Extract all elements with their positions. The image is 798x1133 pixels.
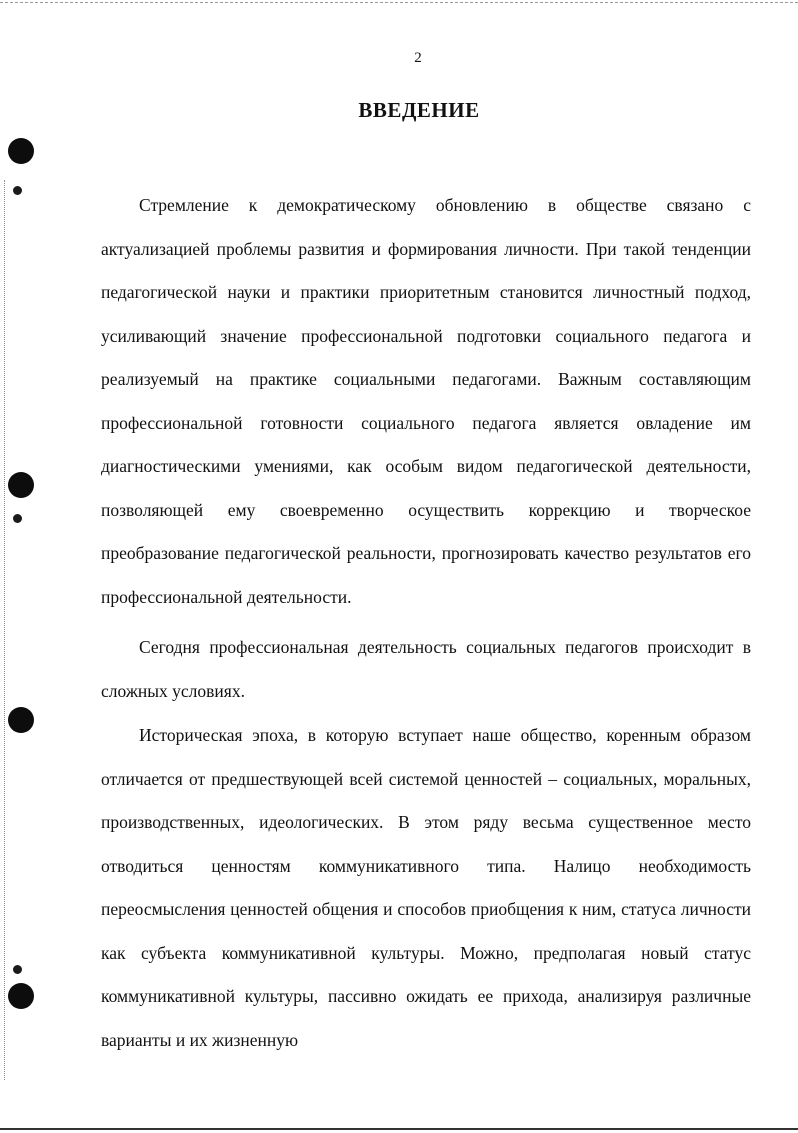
binding-hole-mark (8, 472, 34, 498)
paragraph-3 (101, 714, 751, 1062)
binding-dot-mark (13, 186, 22, 195)
binding-hole-mark (8, 138, 34, 164)
binding-hole-mark (8, 707, 34, 733)
paragraph-1 (101, 184, 751, 619)
paragraph-text: Стремление к демократическому обновлению в обществе связано с актуализацией проблемы развития и формирования личности. При такой тенденции педагогической науки и практики приоритетным становится личностный подход, усиливающий значение профессиональной подготовки социального педагога и реализуемый на практике социальными педагогами. Важным составляющим профессиональной готовности социального педагога является овладение им диагностическими умениями, как особым видом педагогической деятельности, позволяющей ему своевременно осуществить коррекцию и творческое преобразование педагогической реальности, прогнозировать качество результатов его профессиональной деятельности. (101, 195, 751, 607)
page-number: 2 (414, 50, 422, 66)
scan-top-edge (0, 2, 798, 3)
page-title: ВВЕДЕНИЕ (358, 98, 480, 122)
binding-dot-mark (13, 965, 22, 974)
binding-edge-line (4, 180, 5, 1080)
binding-hole-mark (8, 983, 34, 1009)
paragraph-text: Сегодня профессиональная деятельность социальных педагогов происходит в сложных условиях. (101, 637, 751, 701)
scan-bottom-edge (0, 1128, 798, 1130)
paragraph-text: Историческая эпоха, в которую вступает наше общество, коренным образом отличается от предшествующей всей системой ценностей – социальных, моральных, производственных, идеологических. В этом ряду весьма существенное место отводиться ценностям коммуникативного типа. Налицо необходимость переосмысления ценностей общения и способов приобщения к ним, статуса личности как субъекта коммуникативной культуры. Можно, предполагая новый статус коммуникативной культуры, пассивно ожидать ее прихода, анализируя различные варианты и их жизненную (101, 725, 751, 1050)
paragraph-2 (101, 626, 751, 713)
binding-dot-mark (13, 514, 22, 523)
